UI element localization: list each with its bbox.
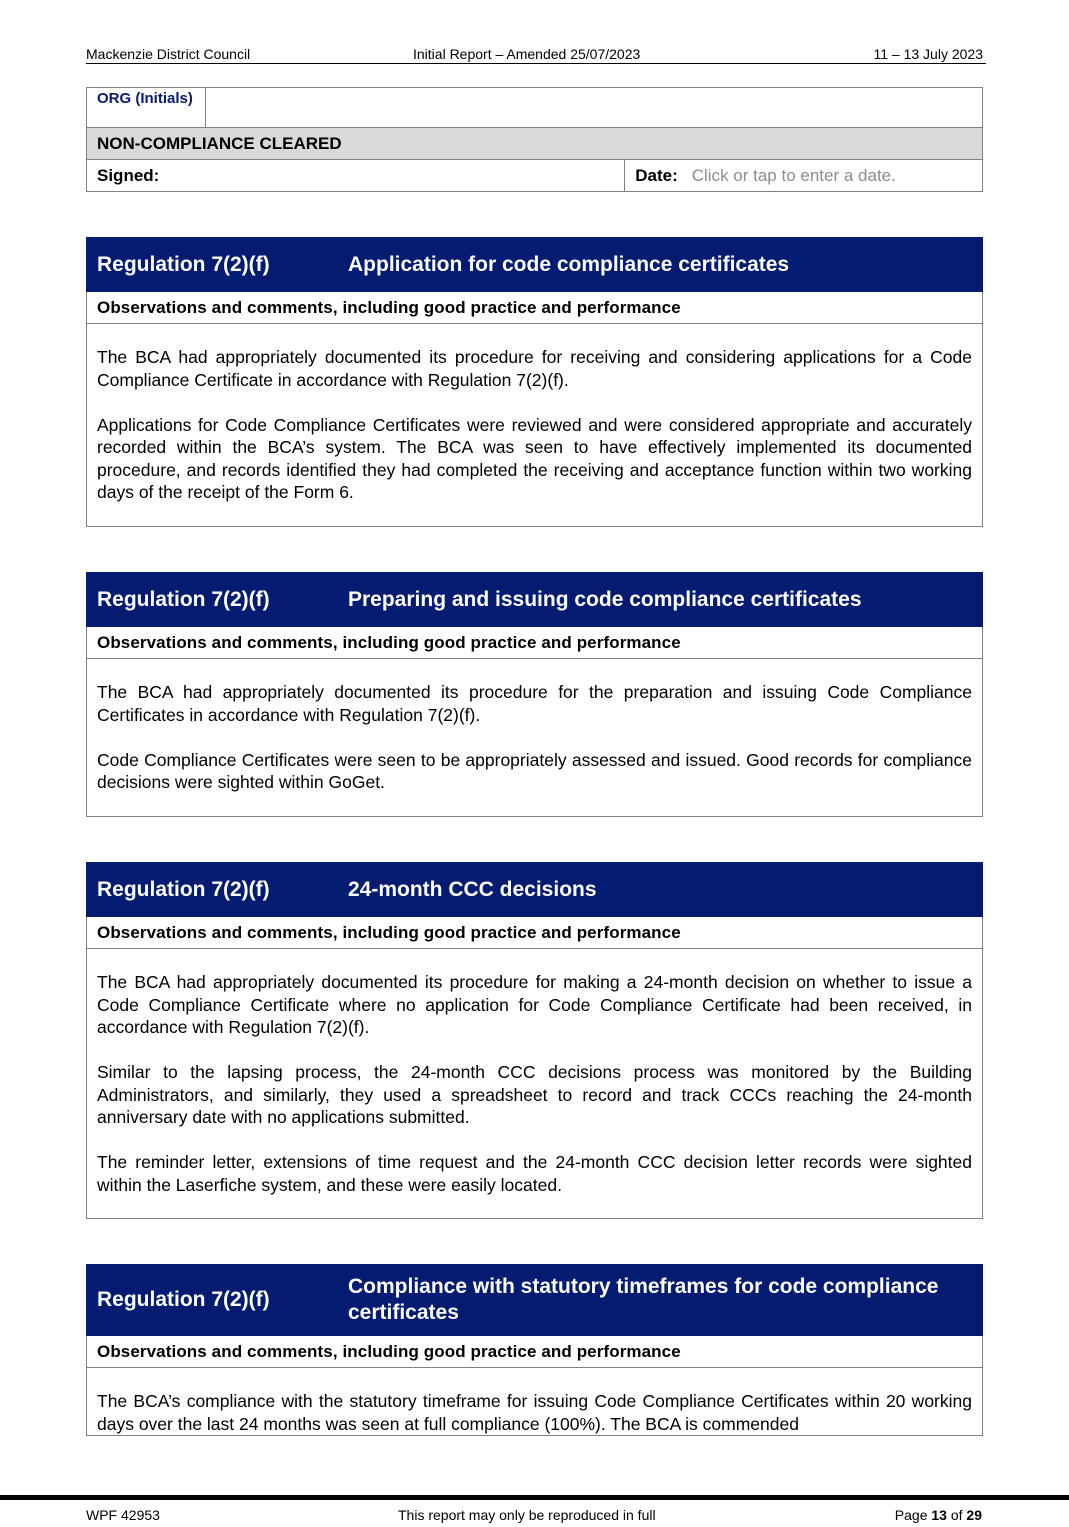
observations-label: Observations and comments, including good practice and performance [87, 917, 983, 949]
regulation-title: Compliance with statutory timeframes for code compliance certificates [338, 1265, 983, 1336]
regulation-section-ccc-issuing [86, 572, 983, 817]
header-report-title: Initial Report – Amended 25/07/2023 [413, 46, 641, 62]
footer-page-number [895, 1507, 982, 1523]
header-dates: 11 – 13 July 2023 [873, 46, 983, 62]
observations-label: Observations and comments, including good practice and performance [87, 292, 983, 324]
date-field[interactable] [625, 160, 983, 192]
paragraph: The BCA’s compliance with the statutory timeframe for issuing Code Compliance Certificates within 20 working days over the last 24 months was seen at full compliance (100%). The BCA is commended [97, 1391, 972, 1434]
footer-document-id: WPF 42953 [86, 1507, 160, 1523]
footer-notice: This report may only be reproduced in full [398, 1507, 656, 1523]
signoff-table [86, 87, 983, 192]
regulation-body [87, 324, 983, 527]
org-initials-label: ORG (Initials) [87, 88, 206, 128]
page-prefix: Page [894, 1507, 928, 1523]
org-initials-field[interactable] [206, 88, 983, 128]
paragraph: Code Compliance Certificates were seen to be appropriately assessed and issued. Good records for compliance decisions were sighted within GoGet. [97, 749, 972, 792]
footer-rule [0, 1495, 1069, 1500]
paragraph: Similar to the lapsing process, the 24-month CCC decisions process was monitored by the Building Administrators, and similarly, they used a spreadsheet to record and track CCCs reaching the 24-month anniversary date with no applications submitted. [97, 1062, 972, 1127]
regulation-code: Regulation 7(2)(f) [87, 573, 338, 627]
page-header [86, 46, 986, 64]
observations-label: Observations and comments, including good practice and performance [87, 627, 983, 659]
regulation-code: Regulation 7(2)(f) [87, 238, 338, 292]
non-compliance-cleared-label: NON-COMPLIANCE CLEARED [87, 128, 983, 160]
regulation-body [87, 1368, 983, 1436]
regulation-body [87, 659, 983, 817]
date-placeholder[interactable]: Click or tap to enter a date. [691, 165, 896, 185]
regulation-section-ccc-application [86, 237, 983, 527]
page-total: 29 [966, 1507, 982, 1523]
paragraph: The BCA had appropriately documented its procedure for the preparation and issuing Code Compliance Certificates in accordance with Regulation 7(2)(f). [97, 682, 972, 725]
regulation-code: Regulation 7(2)(f) [87, 1265, 338, 1336]
paragraph: Applications for Code Compliance Certificates were reviewed and were considered appropriate and accurately recorded within the BCA’s system. The BCA was seen to have effectively implemented its documented procedure, and records identified they had completed the receiving and acceptance function within two working days of the receipt of the Form 6. [97, 414, 972, 502]
regulation-section-24-month-decisions [86, 862, 983, 1219]
signed-field[interactable] [87, 160, 625, 192]
page-current: 13 [931, 1507, 947, 1523]
header-org: Mackenzie District Council [86, 46, 251, 62]
page-of: of [950, 1507, 963, 1523]
regulation-title: 24-month CCC decisions [338, 863, 983, 917]
regulation-code: Regulation 7(2)(f) [87, 863, 338, 917]
paragraph: The BCA had appropriately documented its procedure for receiving and considering applications for a Code Compliance Certificate in accordance with Regulation 7(2)(f). [97, 347, 972, 390]
observations-label: Observations and comments, including good practice and performance [87, 1336, 983, 1368]
paragraph: The BCA had appropriately documented its procedure for making a 24-month decision on whether to issue a Code Compliance Certificate where no application for Code Compliance Certificate had been received, in accordance with Regulation 7(2)(f). [97, 972, 972, 1037]
regulation-body [87, 949, 983, 1219]
date-label: Date: [635, 165, 678, 185]
regulation-title: Preparing and issuing code compliance certificates [338, 573, 983, 627]
regulation-title: Application for code compliance certificates [338, 238, 983, 292]
paragraph-clip [97, 1390, 972, 1435]
regulation-section-statutory-timeframes [86, 1264, 983, 1436]
signed-label: Signed: [97, 165, 160, 185]
paragraph: The reminder letter, extensions of time request and the 24-month CCC decision letter records were sighted within the Laserfiche system, and these were easily located. [97, 1152, 972, 1195]
